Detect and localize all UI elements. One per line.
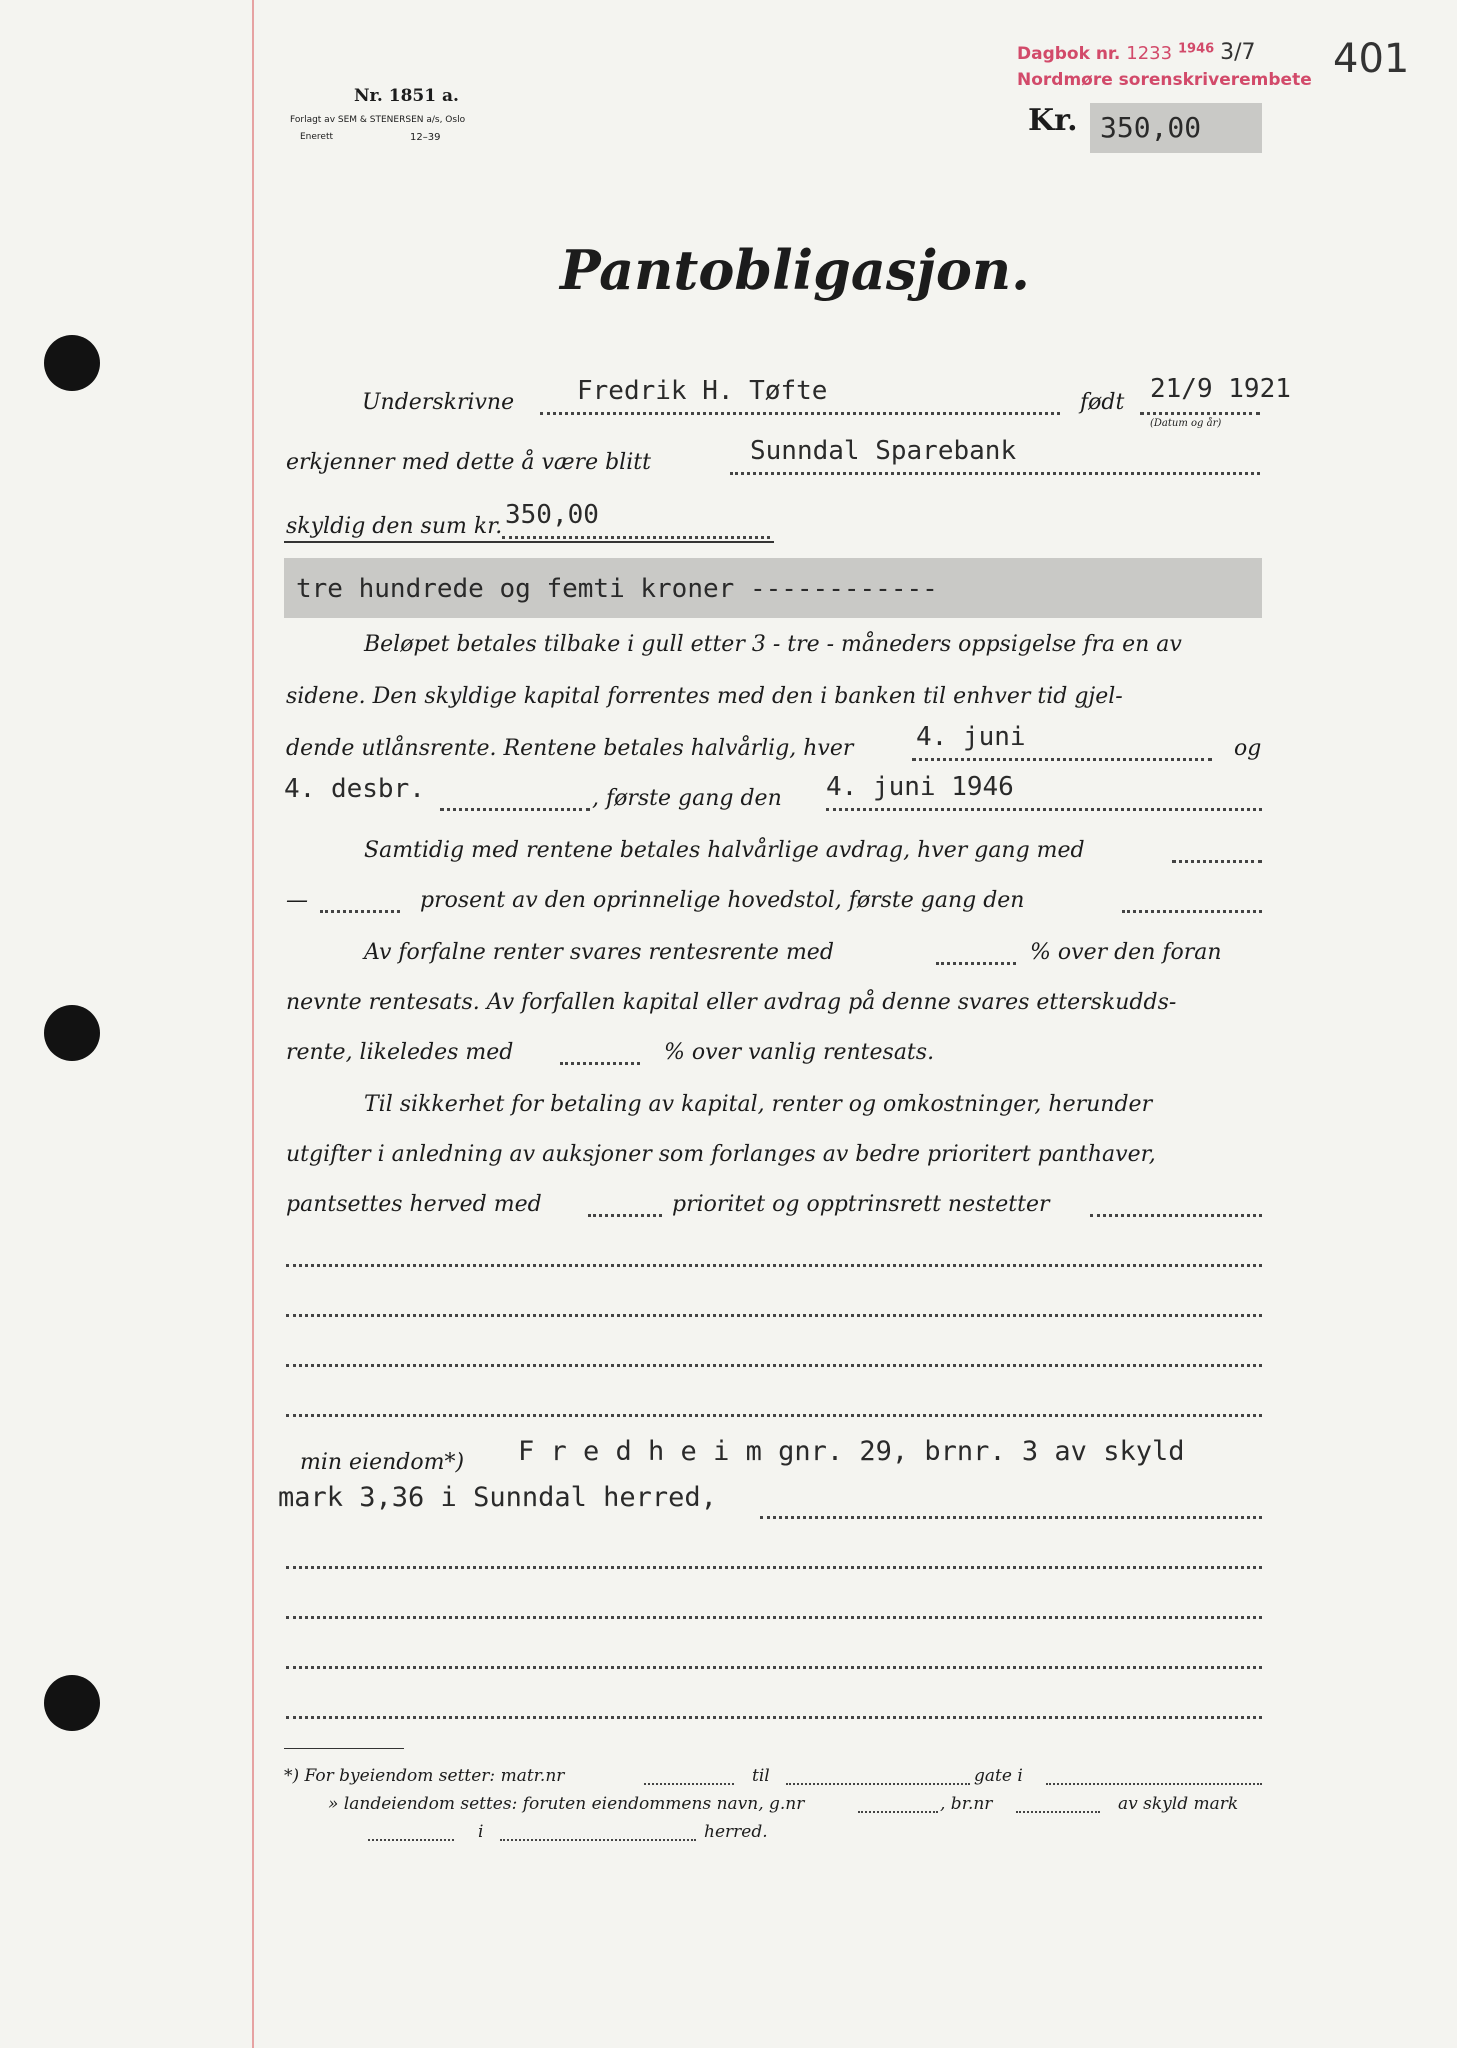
born-dotted-line <box>1140 412 1260 415</box>
rate-dotted-line <box>936 962 1016 965</box>
registry-stamp-line2: Nordmøre sorenskriverembete <box>1017 70 1312 90</box>
body-line: pantsettes herved med <box>286 1192 542 1217</box>
installment-dotted-line <box>1172 860 1262 863</box>
rate-dotted-line-2 <box>560 1062 640 1065</box>
blank-dotted-line <box>286 1616 1262 1619</box>
body-line: nevnte rentesats. Av forfallen kapital eller avdrag på denne svares etterskudds- <box>286 990 1177 1015</box>
creditor-value: Sunndal Sparebank <box>750 436 1017 466</box>
born-hint: (Datum og år) <box>1150 418 1222 429</box>
footnote-line: » landeiendom settes: foruten eiendommens navn, g.nr <box>328 1794 805 1814</box>
creditor-label: erkjenner med dette å være blitt <box>286 450 651 475</box>
body-line: og <box>1234 736 1262 761</box>
blank-dotted-line <box>286 1264 1262 1267</box>
amount-label: Kr. <box>1028 103 1078 138</box>
footnote-dots <box>500 1839 696 1841</box>
interest-date-2: 4. desbr. <box>284 774 425 804</box>
punch-hole <box>44 1005 100 1061</box>
form-number: Nr. 1851 a. <box>354 86 459 106</box>
stamp-year: 1946 <box>1178 41 1215 57</box>
publisher: Forlagt av SEM & STENERSEN a/s, Oslo <box>290 115 466 125</box>
body-line: Av forfalne renter svares rentesrente med <box>364 940 834 965</box>
property-dotted-line <box>760 1516 1262 1519</box>
stamp-prefix: Dagbok nr. <box>1017 44 1121 64</box>
body-line: , første gang den <box>592 786 782 811</box>
body-line: prioritet og opptrinsrett nestetter <box>672 1192 1050 1217</box>
body-line: % over vanlig rentesats. <box>664 1040 935 1065</box>
interest-dotted-line <box>912 758 1212 761</box>
body-line: utgifter i anledning av auksjoner som forlanges av bedre prioritert panthaver, <box>286 1142 1156 1167</box>
edition: 12–39 <box>410 132 441 143</box>
footnote-dots <box>1016 1811 1100 1813</box>
blank-dotted-line <box>286 1666 1262 1669</box>
property-line-1: F r e d h e i m gnr. 29, brnr. 3 av skyld <box>518 1436 1185 1467</box>
body-line: Til sikkerhet for betaling av kapital, renter og omkostninger, herunder <box>364 1092 1153 1117</box>
punch-hole <box>44 1675 100 1731</box>
blank-dotted-line <box>286 1566 1262 1569</box>
body-line: sidene. Den skyldige kapital forrentes med den i banken til enhver tid gjel- <box>286 684 1123 709</box>
stamp-number: 1233 <box>1126 43 1173 64</box>
footnote-dots <box>1046 1783 1262 1785</box>
footnote-line: gate i <box>974 1766 1023 1786</box>
footnote-dots <box>858 1811 938 1813</box>
property-line-2: mark 3,36 i Sunndal herred, <box>278 1482 717 1513</box>
born-value: 21/9 1921 <box>1150 374 1291 404</box>
footnote-line: , br.nr <box>940 1794 993 1814</box>
born-label: født <box>1080 390 1125 415</box>
property-label: min eiendom*) <box>300 1450 465 1475</box>
footnote-rule <box>284 1748 404 1749</box>
blank-dotted-line <box>286 1716 1262 1719</box>
interest-dotted-line-2 <box>440 808 590 811</box>
percent-dotted-line <box>320 910 400 913</box>
amount-value: 350,00 <box>1100 111 1202 144</box>
first-payment-date: 4. juni 1946 <box>826 772 1014 802</box>
stamp-date: 3/7 <box>1220 40 1256 65</box>
body-line: prosent av den oprinnelige hovedstol, første gang den <box>420 888 1025 913</box>
body-line: Beløpet betales tilbake i gull etter 3 - tre - måneders oppsigelse fra en av <box>364 632 1182 657</box>
signer-label: Underskrivne <box>362 390 515 415</box>
margin-line <box>252 0 254 2048</box>
exclusive-label: Enerett <box>300 132 334 142</box>
blank-dotted-line <box>286 1364 1262 1367</box>
blank-dotted-line <box>286 1314 1262 1317</box>
signer-dotted-line <box>540 412 1060 415</box>
footnote-dots <box>644 1783 734 1785</box>
page-title: Pantobligasjon. <box>560 238 1030 302</box>
body-line: Samtidig med rentene betales halvårlige avdrag, hver gang med <box>364 838 1085 863</box>
punch-hole <box>44 335 100 391</box>
footnote-line: i <box>478 1822 484 1842</box>
body-line: dende utlånsrente. Rentene betales halvårlig, hver <box>286 736 854 761</box>
footnote-dots <box>786 1783 970 1785</box>
sum-words: tre hundrede og femti kroner ------------ <box>296 574 938 604</box>
footnote-line: av skyld mark <box>1118 1794 1239 1814</box>
sum-value: 350,00 <box>505 500 599 530</box>
first-date-dotted-line <box>826 808 1262 811</box>
sum-dotted-line <box>502 536 770 539</box>
sum-label: skyldig den sum kr. <box>286 514 503 539</box>
footnote-line: til <box>752 1766 770 1786</box>
body-line: rente, likeledes med <box>286 1040 514 1065</box>
footnote-line: herred. <box>704 1822 768 1842</box>
body-line: % over den foran <box>1030 940 1222 965</box>
interest-date-1: 4. juni <box>916 722 1026 752</box>
blank-dotted-line <box>286 1414 1262 1417</box>
footnote-dots <box>368 1839 454 1841</box>
first-installment-dotted-line <box>1122 910 1262 913</box>
signer-value: Fredrik H. Tøfte <box>577 376 828 406</box>
creditor-dotted-line <box>730 472 1260 475</box>
footnote-line: *) For byeiendom setter: matr.nr <box>284 1766 565 1786</box>
priority-dotted-line <box>588 1214 662 1217</box>
body-line: — <box>286 888 308 913</box>
registry-stamp-line1 <box>1017 40 1256 65</box>
sum-underline <box>284 541 774 543</box>
priority-dotted-line-2 <box>1090 1214 1262 1217</box>
page-number: 401 <box>1333 36 1410 82</box>
